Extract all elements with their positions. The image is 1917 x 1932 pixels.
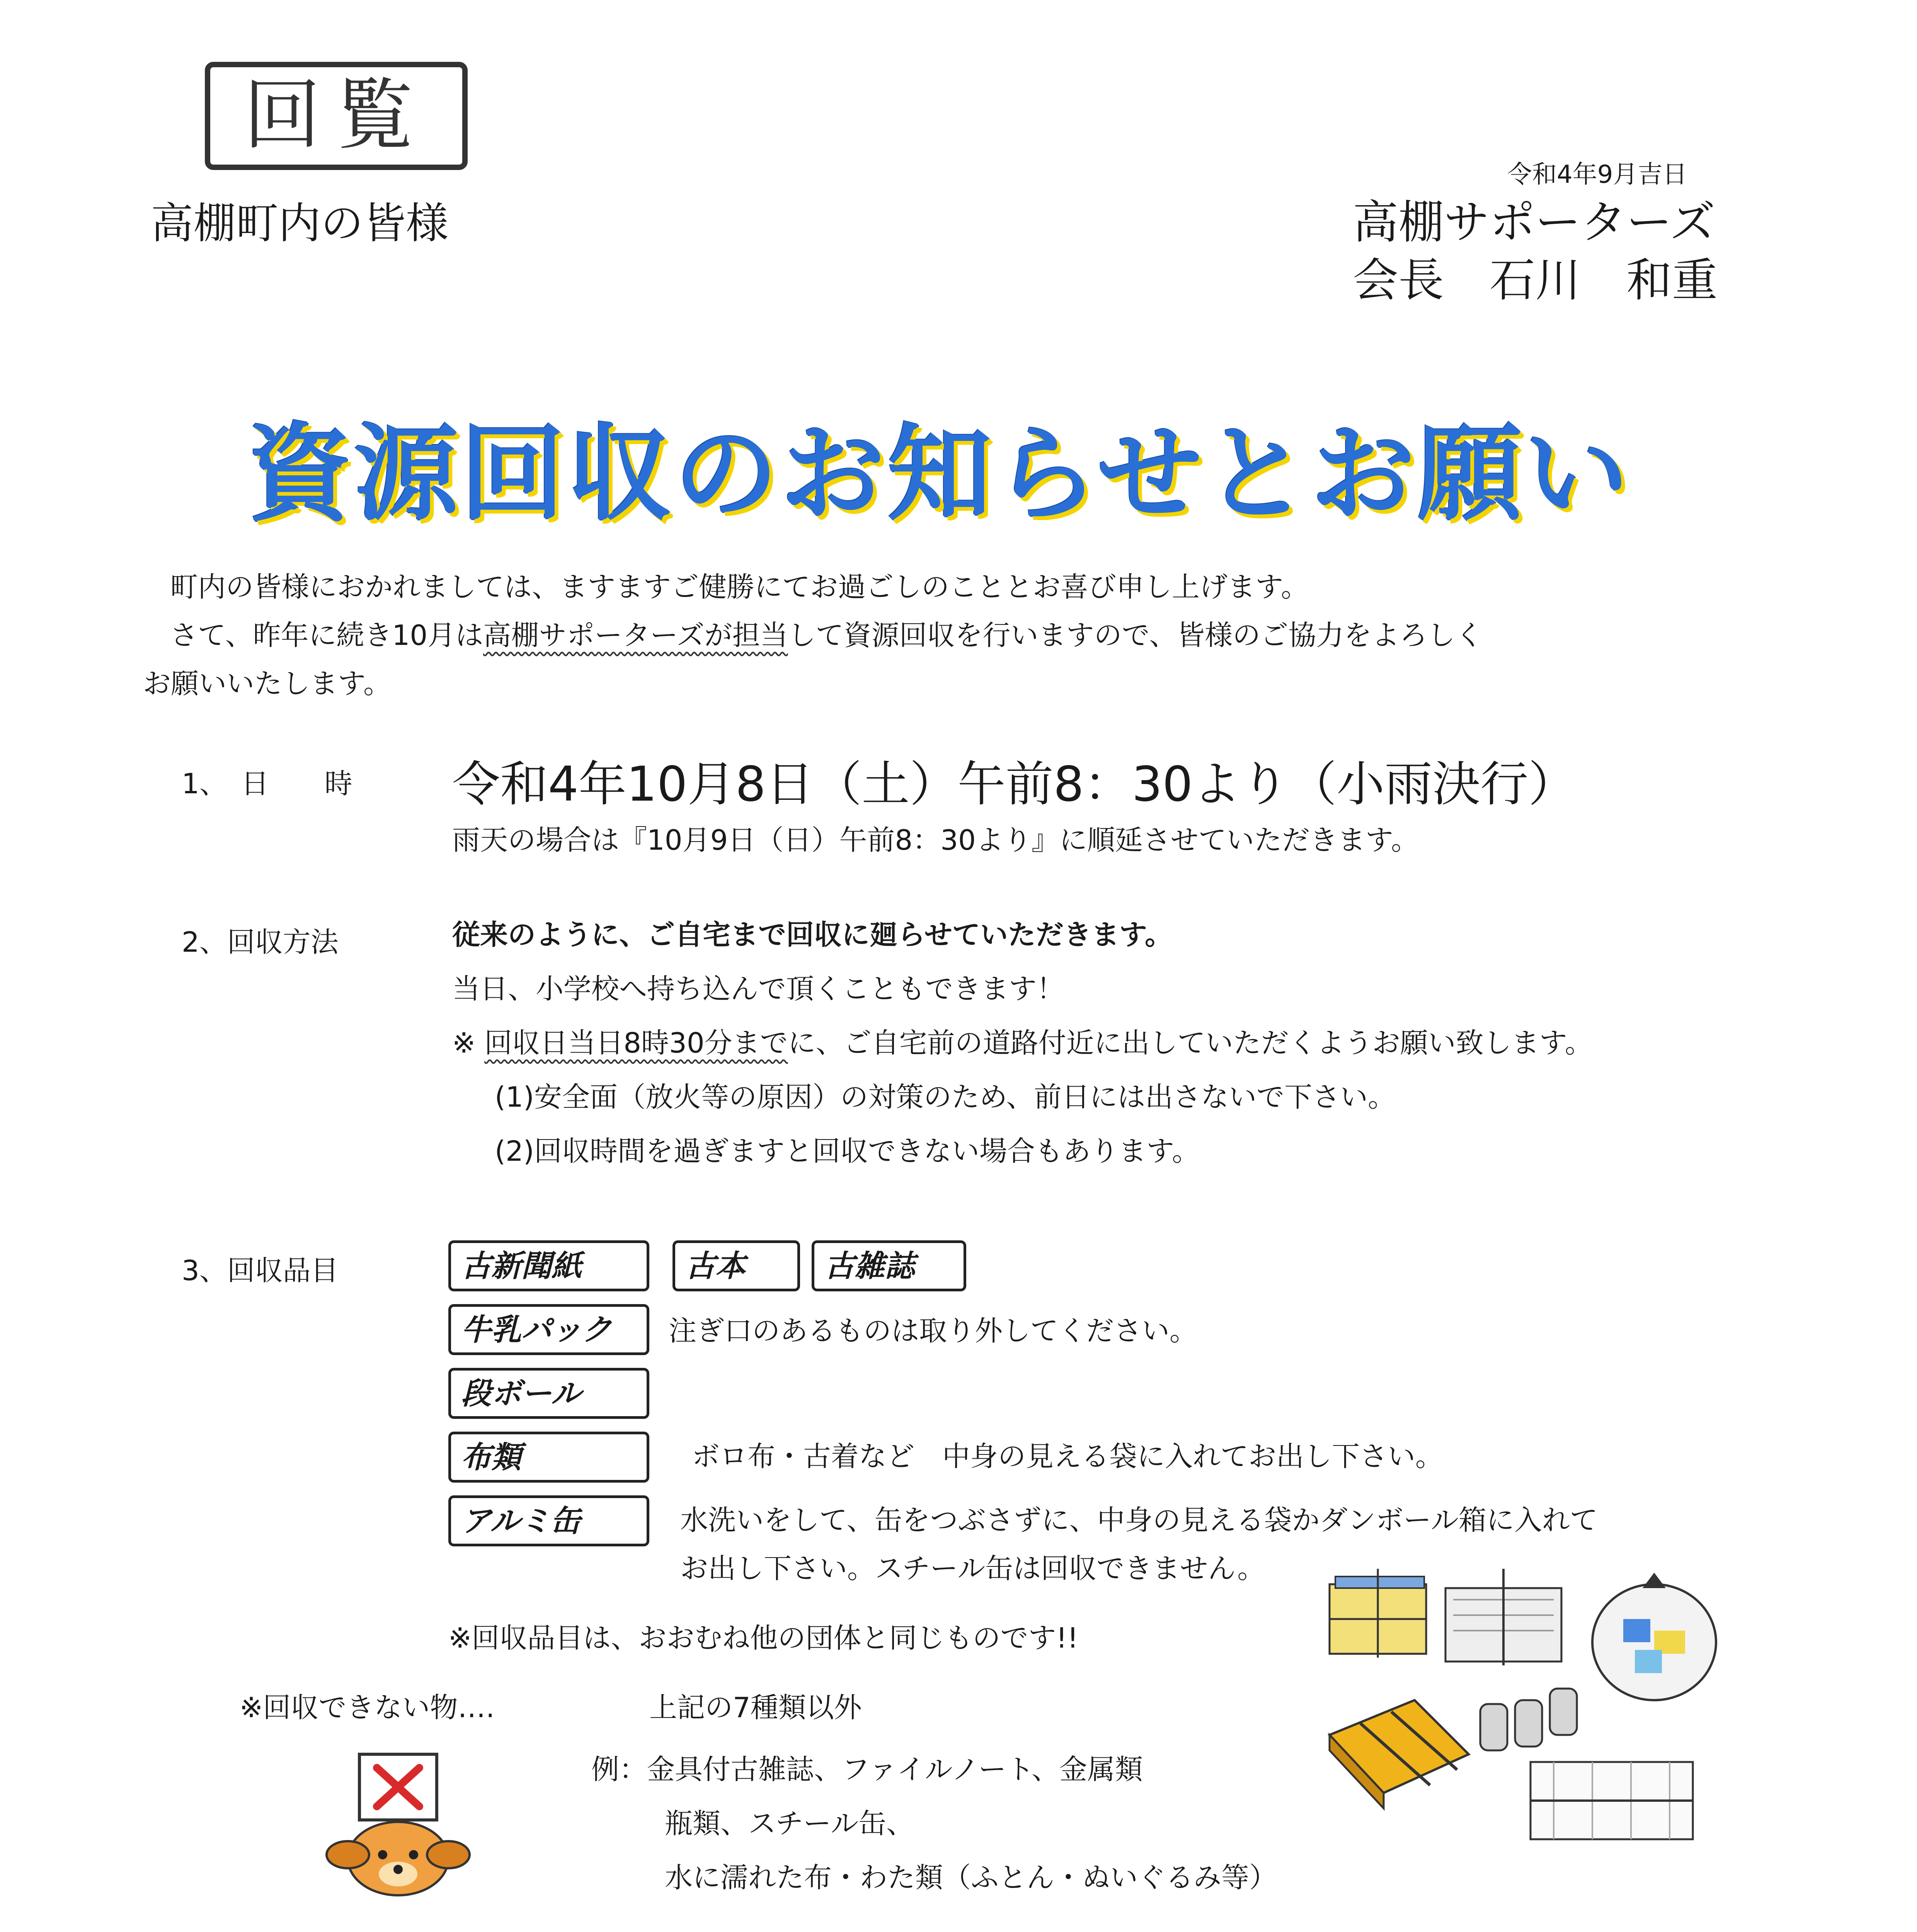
item-tag-magazines: 古雑誌 [812, 1240, 966, 1291]
not-collectable-summary: 上記の7種類以外 [649, 1691, 862, 1724]
not-collectable-example-2: 瓶類、スチール缶、 [665, 1807, 914, 1840]
collection-method: 従来のように、ご自宅まで回収に廻らせていただきます。 [452, 918, 1173, 951]
can-note-line-1: 水洗いをして、缶をつぶさずに、中身の見える袋かダンボール箱に入れて [680, 1504, 1598, 1536]
item-tag-books: 古本 [672, 1240, 800, 1291]
newspaper-bundle-icon [1330, 1569, 1426, 1658]
item-tag-cloth: 布類 [448, 1432, 649, 1483]
cardboard-bundle-icon [1330, 1700, 1469, 1808]
dog-with-x-sign-icon [325, 1747, 472, 1901]
note-fire-safety: (1)安全面（放火等の原因）の対策のため、前日には出さないで下さい。 [495, 1081, 1396, 1113]
same-items-note: ※回収品目は、おおむね他の団体と同じものです!! [448, 1622, 1079, 1654]
sender-president: 会長 石川 和重 [1353, 253, 1718, 307]
rain-note: 雨天の場合は『10月9日（日）午前8：30より』に順延させていただきます。 [452, 824, 1419, 856]
item-tag-cardboard: 段ボール [448, 1368, 649, 1419]
not-collectable-label: ※回収できない物‥‥ [240, 1691, 495, 1724]
sender-org: 高棚サポーターズ [1353, 196, 1716, 249]
deadline-note-rest: に、ご自宅前の道路付近に出していただくようお願い致します。 [788, 1027, 1593, 1059]
milk-carton-note: 注ぎ口のあるものは取り外してください。 [669, 1315, 1198, 1347]
intro-line-1: 町内の皆様におかれましては、ますますご健勝にてお過ごしのこととお喜び申し上げます。 [170, 571, 1309, 603]
can-note-line-2: お出し下さい。スチール缶は回収できません。 [680, 1552, 1265, 1585]
addressee: 高棚町内の皆様 [151, 199, 448, 248]
page-title: 資源回収のお知らせとお願い [247, 413, 1631, 535]
sender-block [1353, 193, 1718, 309]
deadline-note-mark: ※ [452, 1027, 476, 1059]
intro-line-2-emphasis: 高棚サポーターズが担当 [483, 619, 788, 651]
intro-line-2a: さて、昨年に続き10月は [170, 619, 484, 651]
deadline-note [452, 1020, 1593, 1066]
section-2-label: 2、回収方法 [182, 926, 339, 958]
cans-icon [1480, 1689, 1577, 1750]
event-datetime: 令和4年10月8日（土）午前8：30より（小雨決行） [452, 757, 1577, 812]
issue-date: 令和4年9月吉日 [1507, 160, 1687, 189]
item-tag-milk-carton: 牛乳パック [448, 1304, 649, 1355]
bring-to-school-note: 当日、小学校へ持ち込んで頂くこともできます！ [452, 973, 1065, 1005]
not-collectable-example-1: 例：金具付古雑誌、ファイルノート、金属類 [591, 1753, 1143, 1786]
deadline-time: 回収日当日8時30分まで [484, 1027, 788, 1059]
cloth-note: ボロ布・古着など 中身の見える袋に入れてお出し下さい。 [692, 1440, 1444, 1473]
milk-carton-bundle-icon [1531, 1762, 1693, 1839]
circular-stamp: 回覧 [205, 62, 468, 170]
section-3-label: 3、回収品目 [182, 1254, 339, 1287]
item-tag-aluminum-can: アルミ缶 [448, 1495, 649, 1546]
paper-stack-icon [1445, 1569, 1561, 1665]
not-collectable-example-3: 水に濡れた布・わた類（ふとん・ぬいぐるみ等） [665, 1861, 1277, 1894]
item-tag-newspaper: 古新聞紙 [448, 1240, 649, 1291]
section-1-label: 1、 日 時 [182, 767, 352, 800]
intro-line-2 [170, 612, 1483, 658]
note-late-pickup: (2)回収時間を過ぎますと回収できない場合もあります。 [495, 1135, 1200, 1167]
intro-line-3: お願いいたします。 [143, 667, 392, 700]
cloth-bag-icon [1592, 1573, 1716, 1700]
intro-line-2c: して資源回収を行いますので、皆様のご協力をよろしく [788, 619, 1483, 651]
recycling-items-illustration [1314, 1553, 1739, 1870]
